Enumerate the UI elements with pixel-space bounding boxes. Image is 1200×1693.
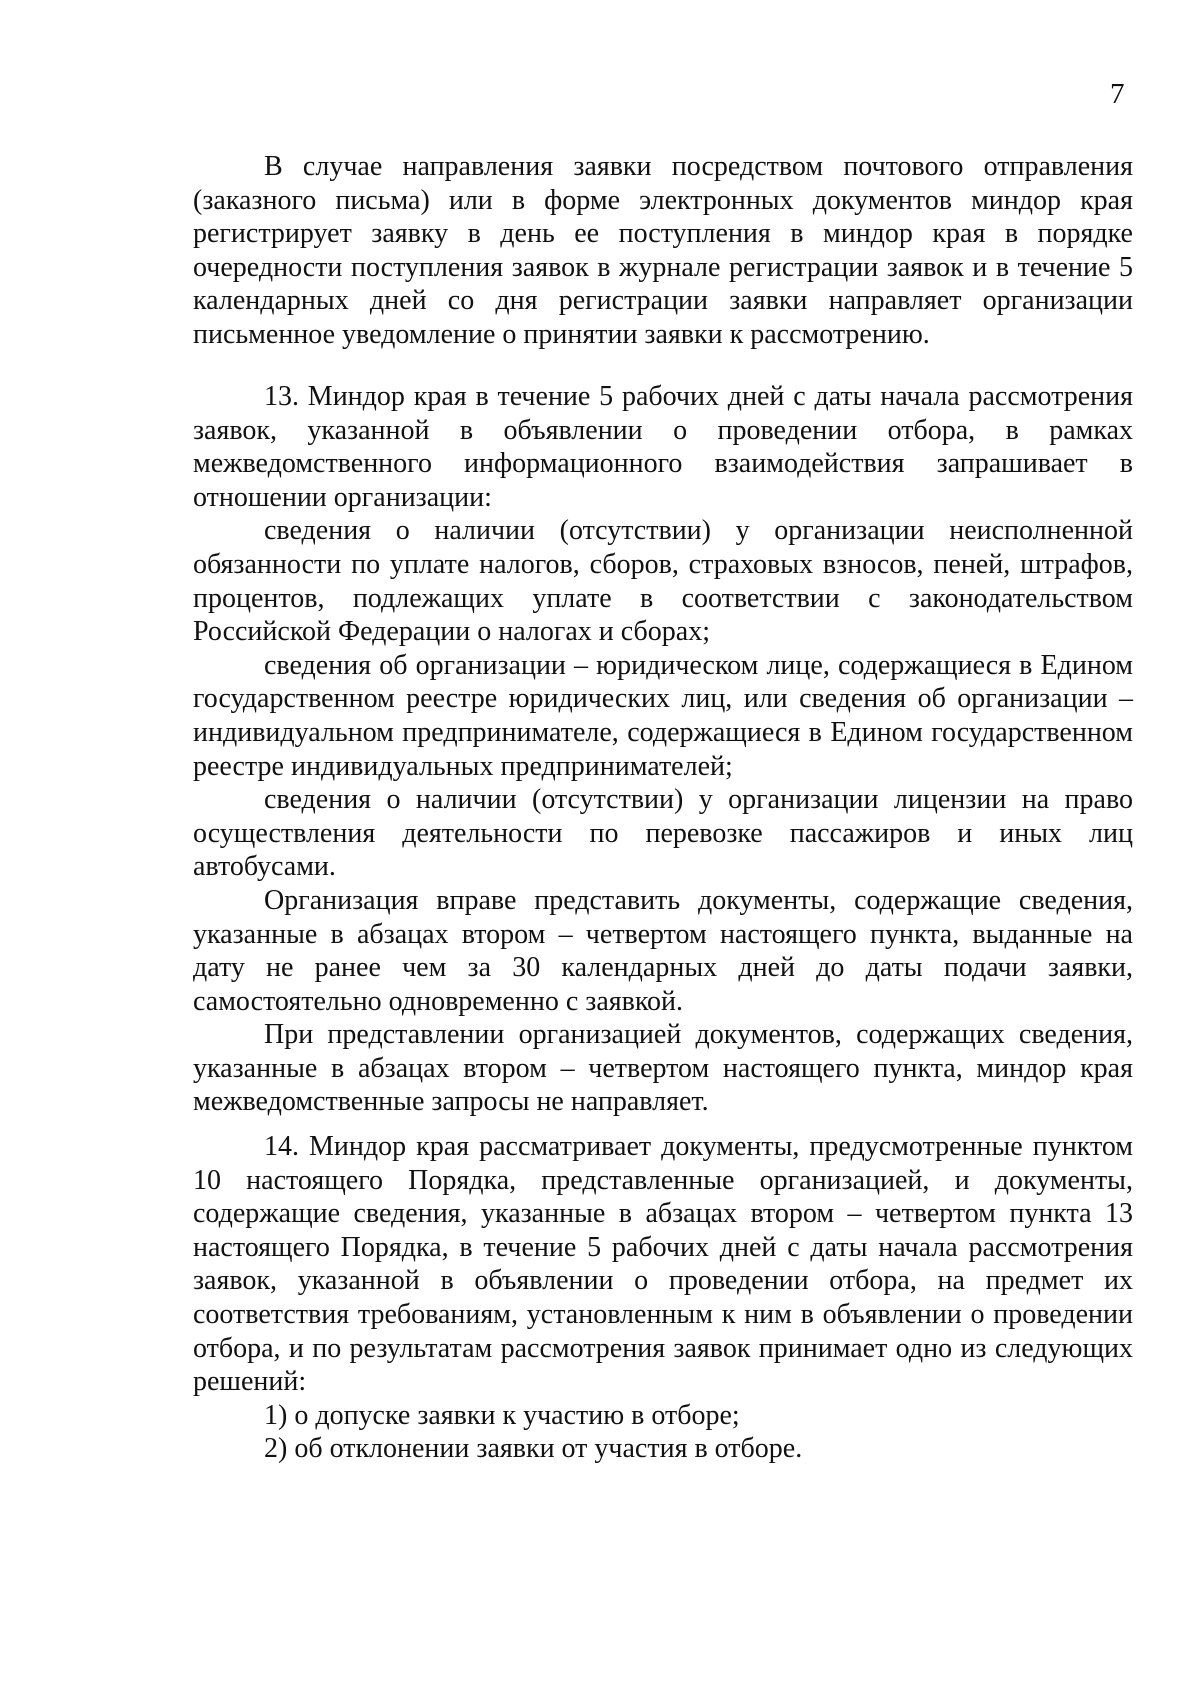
section-13 xyxy=(193,380,1133,1119)
paragraph: сведения об организации – юридическом лице, содержащиеся в Едином государственном реестре юридических лиц, или сведения об организации – индивидуальном предпринимателе, содержащиеся в Едином государственном реестре индивидуальных предпринимателей; xyxy=(193,649,1133,782)
list-item: 2) об отклонении заявки от участия в отборе. xyxy=(264,1433,803,1465)
paragraph: При представлении организацией документов, содержащих сведения, указанные в абзацах втором – четвертом настоящего пункта, миндор края межведомственные запросы не направляет. xyxy=(193,1019,1133,1118)
section-intro xyxy=(193,150,1133,352)
paragraph: В случае направления заявки посредством почтового отправления (заказного письма) или в форме электронных документов миндор края регистрирует заявку в день ее поступления в миндор края в порядке очередности поступления заявок в журнале регистрации заявок и в течение 5 календарных дней со дня регистрации заявки направляет организации письменное уведомление о принятии заявки к рассмотрению. xyxy=(193,151,1133,350)
list-item: 1) о допуске заявки к участию в отборе; xyxy=(264,1399,740,1431)
paragraph: 13. Миндор края в течение 5 рабочих дней с даты начала рассмотрения заявок, указанной в объявлении о проведении отбора, в рамках межведомственного информационного взаимодействия запрашивает в отношении организации: xyxy=(193,381,1133,513)
paragraph: 14. Миндор края рассматривает документы, предусмотренные пунктом 10 настоящего Порядка, представленные организацией, и документы, содержащие сведения, указанные в абзацах втором – четвертом пункта 13 настоящего Порядка, в течение 5 рабочих дней с даты начала рассмотрения заявок, указанной в объявлении о проведении отбора, на предмет их соответствия требованиям, установленным к ним в объявлении о проведении отбора, и по результатам рассмотрения заявок принимает одно из следующих решений: xyxy=(193,1131,1133,1398)
paragraph: сведения о наличии (отсутствии) у организации неисполненной обязанности по уплате налогов, сборов, страховых взносов, пеней, штрафов, процентов, подлежащих уплате в соответствии с законодательством Российской Федерации о налогах и сборах; xyxy=(193,515,1133,648)
page-number: 7 xyxy=(1110,78,1125,110)
section-14 xyxy=(193,1130,1133,1466)
paragraph: Организация вправе представить документы, содержащие сведения, указанные в абзацах втором – четвертом настоящего пункта, выданные на дату не ранее чем за 30 календарных дней до даты подачи заявки, самостоятельно одновременно с заявкой. xyxy=(193,884,1133,1017)
paragraph: сведения о наличии (отсутствии) у организации лицензии на право осуществления деятельности по перевозке пассажиров и иных лиц автобусами. xyxy=(193,784,1133,883)
